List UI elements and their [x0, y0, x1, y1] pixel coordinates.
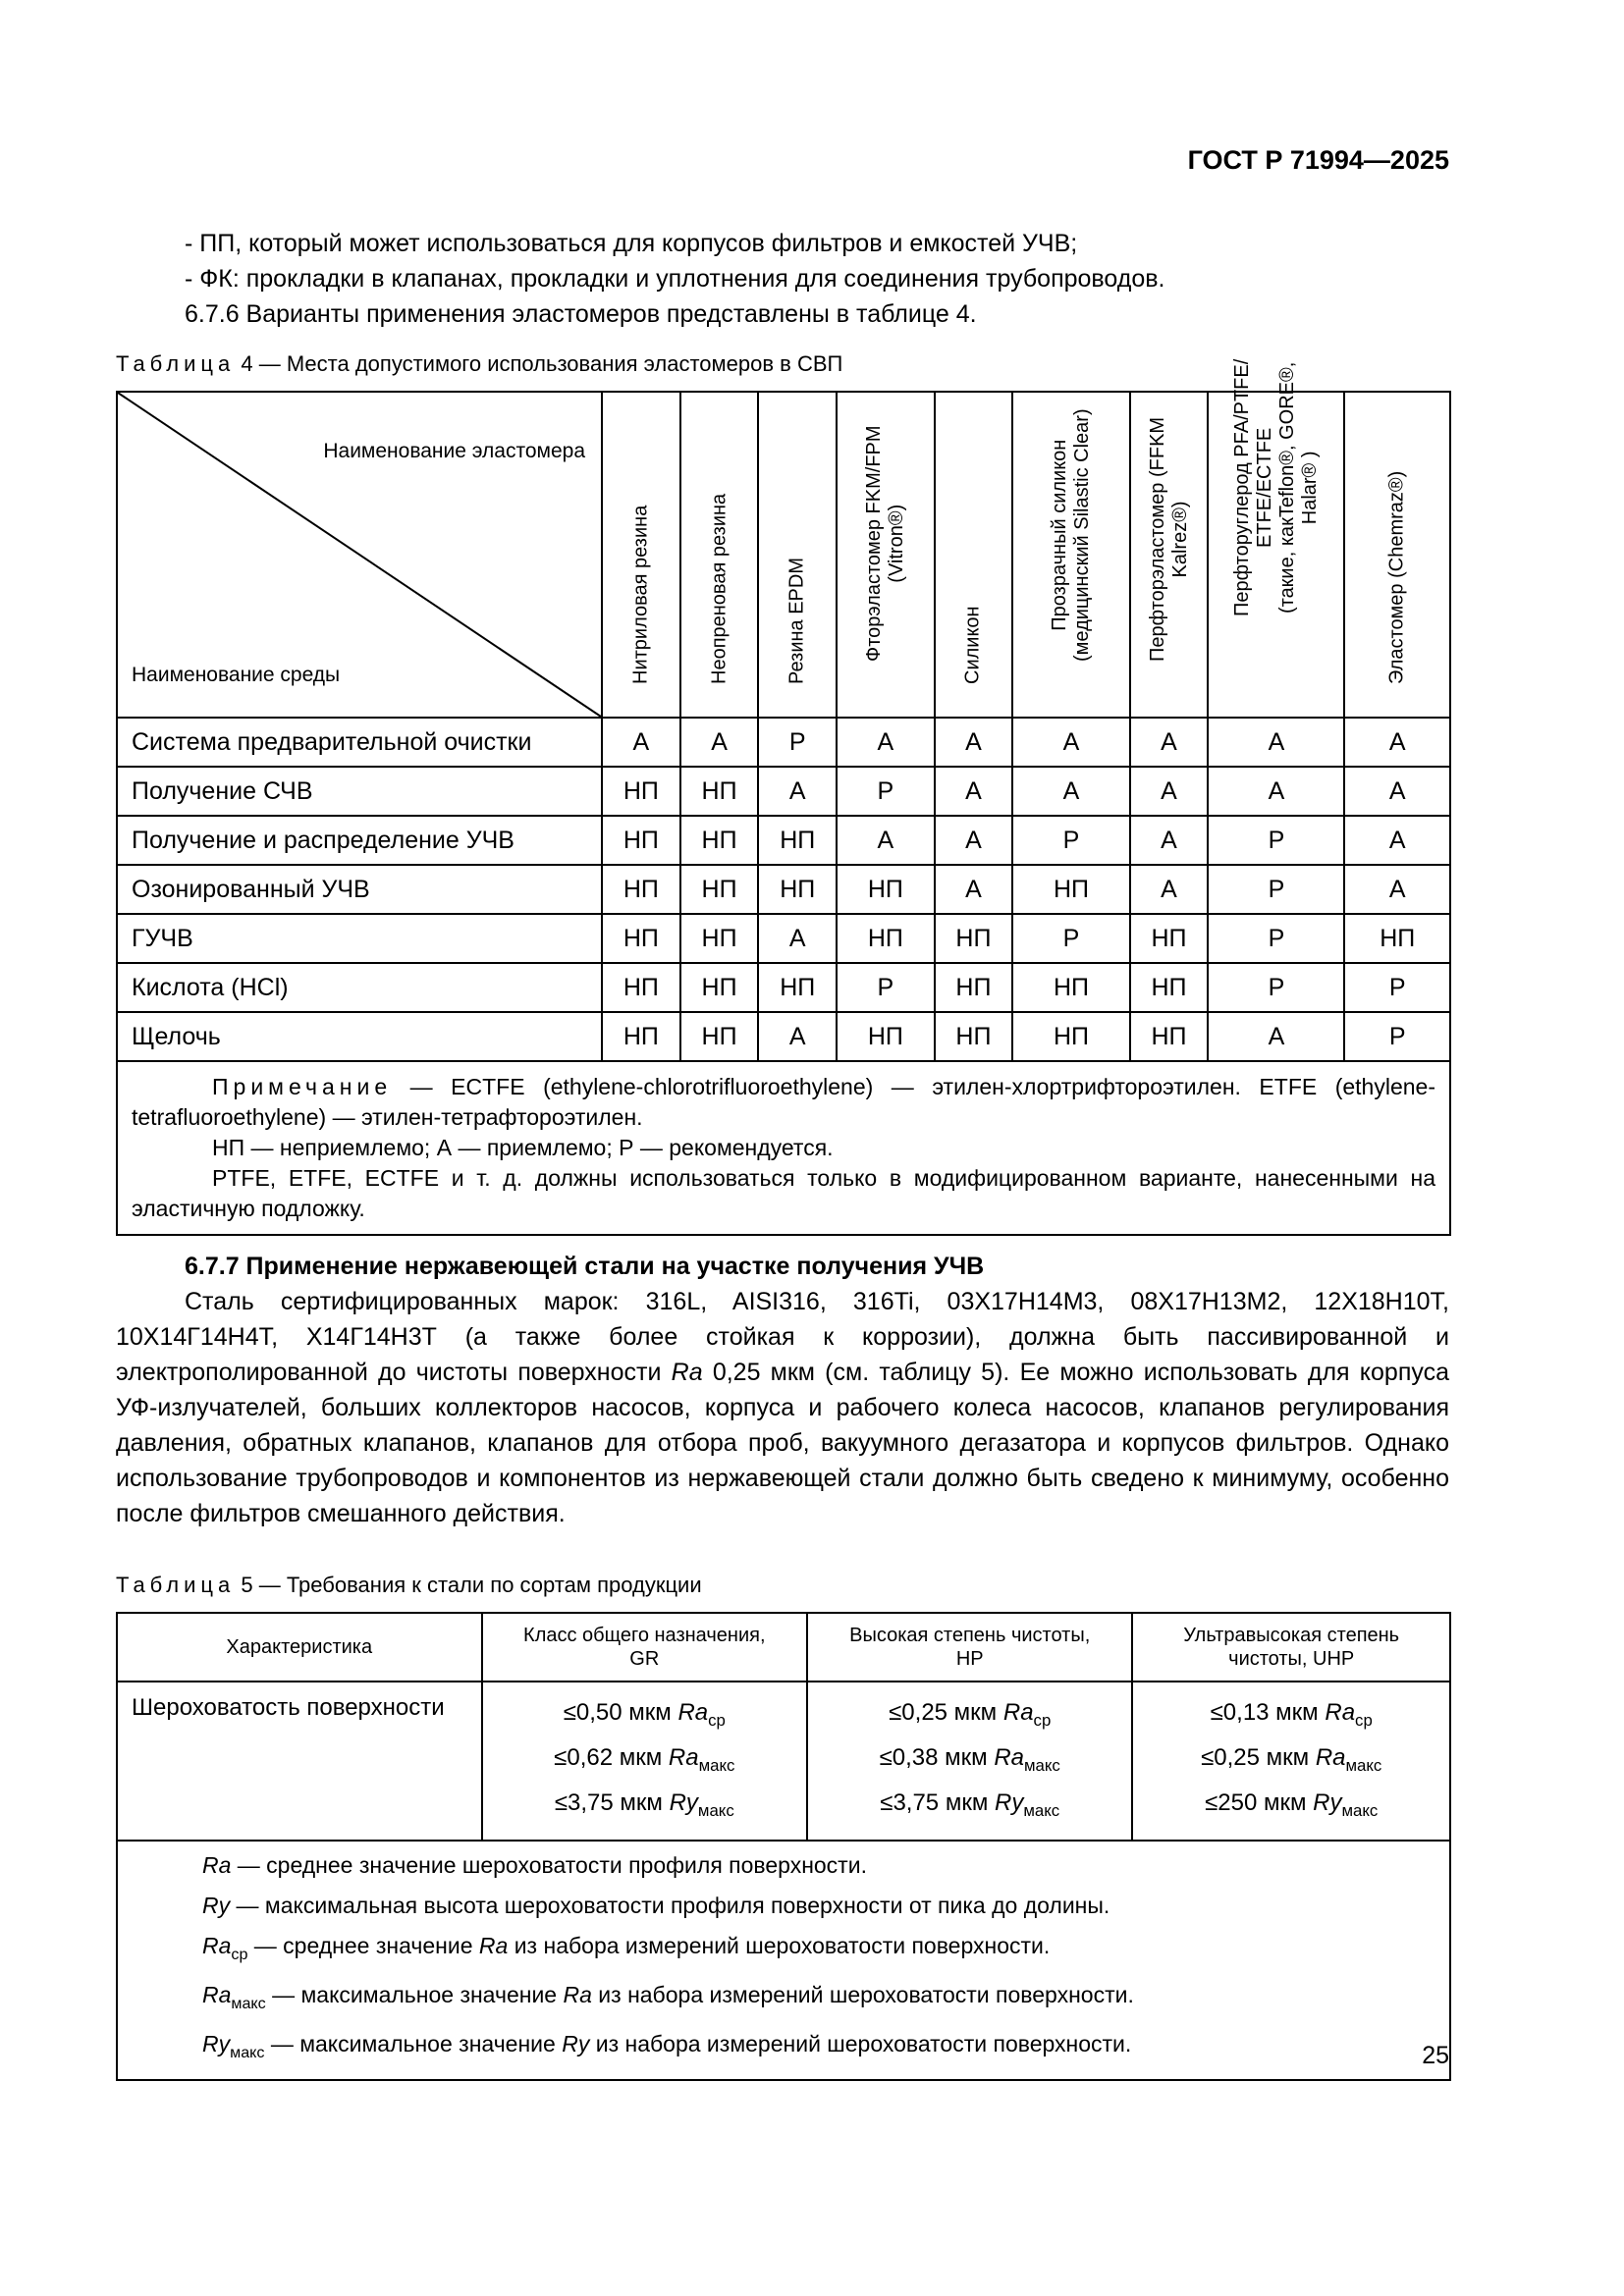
table-cell: НП	[758, 865, 837, 914]
table-cell: А	[602, 718, 680, 767]
table4-caption	[116, 351, 842, 377]
column-header: Характеристика	[117, 1613, 482, 1682]
table-cell: НП	[602, 963, 680, 1012]
table-row	[117, 1682, 1450, 1841]
legend-item: $Ry_{макс}$ — максимальное значение Ry из набора измерений шероховатости поверхности.	[202, 2031, 1132, 2061]
corner-cell	[117, 392, 602, 718]
table-row	[117, 718, 1450, 767]
table-cell: А	[935, 816, 1013, 865]
table-cell: А	[837, 816, 935, 865]
table-cell: НП	[602, 914, 680, 963]
list-item: - ПП, который может использоваться для корпусов фильтров и емкостей УЧВ;	[185, 230, 1078, 257]
table-cell: А	[1208, 718, 1344, 767]
corner-label-bottom: Наименование среды	[132, 664, 341, 686]
column-header: Прозрачный силикон (медицинский Silastic Clear)	[1012, 392, 1129, 718]
table-cell: Р	[1208, 816, 1344, 865]
table-row	[117, 963, 1450, 1012]
paragraph: 6.7.6 Варианты применения эластомеров представлены в таблице 4.	[185, 300, 977, 328]
table-cell: А	[1344, 865, 1450, 914]
column-header: Эластомер (Chemraz®)	[1344, 392, 1450, 718]
grade-uhp-values	[1132, 1682, 1450, 1841]
table-cell: А	[837, 718, 935, 767]
column-header: Класс общего назначения, GR	[482, 1613, 807, 1682]
table-cell: А	[935, 865, 1013, 914]
table-cell: А	[1130, 816, 1209, 865]
row-label: Система предварительной очистки	[117, 718, 602, 767]
paragraph: Сталь сертифицированных марок: 316L, AISI316, 316Ti, 03Х17Н14М3, 08Х17Н13М2, 12Х18Н10Т, 10Х14Г14Н4Т, Х14Г14Н3Т (а также более стойкая к коррозии), должна быть пассивированной и электрополированной до чистоты поверхности Ra 0,25 мкм (см. таблицу 5). Ее можно использовать для корпуса УФ-излучателей, больших коллекторов насосов, корпуса и рабочего колеса насосов, клапанов регулирования давления, обратных клапанов, клапанов для отбора проб, вакуумного дегазатора и корпусов фильтров. Однако использование трубопроводов и компонентов из нержавеющей стали должно быть сведено к минимуму, особенно после фильтров смешанного действия.	[116, 1288, 1449, 1527]
row-label: Щелочь	[117, 1012, 602, 1061]
table-cell: НП	[680, 914, 759, 963]
table-cell: Р	[1208, 865, 1344, 914]
table-cell: А	[1208, 767, 1344, 816]
column-header: Высокая степень чистоты, HP	[807, 1613, 1132, 1682]
table-cell: А	[1208, 1012, 1344, 1061]
table-cell: А	[1344, 718, 1450, 767]
table-cell: НП	[935, 963, 1013, 1012]
table-cell: Р	[837, 767, 935, 816]
table-cell: НП	[1130, 1012, 1209, 1061]
column-header: Нитриловая резина	[602, 392, 680, 718]
table-cell: Р	[1012, 914, 1129, 963]
table-cell: НП	[758, 816, 837, 865]
table-row	[117, 914, 1450, 963]
section-6-7-7	[116, 1249, 1449, 1531]
table-cell: А	[1344, 816, 1450, 865]
table-cell: Р	[1208, 914, 1344, 963]
table-cell: А	[1130, 865, 1209, 914]
table-cell: Р	[837, 963, 935, 1012]
legend-item: Ra — среднее значение шероховатости профиля поверхности.	[202, 1852, 867, 1878]
row-label: Кислота (HCl)	[117, 963, 602, 1012]
intro-text	[116, 226, 1449, 332]
table-cell: А	[1130, 767, 1209, 816]
table-cell: А	[758, 767, 837, 816]
table-cell: НП	[602, 865, 680, 914]
table-cell: А	[680, 718, 759, 767]
table-cell: НП	[602, 1012, 680, 1061]
caption-prefix: Таблица	[116, 351, 236, 376]
roughness-value: ≤3,75 мкм $Ry_{макс}$	[880, 1789, 1060, 1820]
table-note-row	[117, 1061, 1450, 1235]
table-cell: А	[1344, 767, 1450, 816]
caption-prefix: Таблица	[116, 1573, 236, 1597]
legend-item: Ry — максимальная высота шероховатости профиля поверхности от пика до долины.	[202, 1893, 1110, 1918]
note-text: PTFE, ETFE, ECTFE и т. д. должны использоваться только в модифицированном варианте, нанесенными на эластичную подложку.	[132, 1165, 1435, 1221]
table-cell: Р	[1344, 1012, 1450, 1061]
roughness-value: ≤0,25 мкм $Ra_{макс}$	[1201, 1744, 1382, 1775]
table-cell: НП	[680, 865, 759, 914]
column-header: Ультравысокая степень чистоты, UHP	[1132, 1613, 1450, 1682]
row-label: Озонированный УЧВ	[117, 865, 602, 914]
legend-item: $Ra_{ср}$ — среднее значение Ra из набора измерений шероховатости поверхности.	[202, 1933, 1051, 1963]
table-cell: А	[758, 914, 837, 963]
steel-requirements-table	[116, 1612, 1451, 2081]
table-cell: А	[935, 767, 1013, 816]
table-cell: Р	[1208, 963, 1344, 1012]
symbol-legend	[117, 1841, 1450, 2080]
caption-text: 4 — Места допустимого использования эластомеров в СВП	[241, 351, 843, 376]
roughness-value: ≤0,13 мкм $Ra_{ср}$	[1210, 1699, 1373, 1730]
table-cell: А	[1012, 767, 1129, 816]
table-cell: НП	[837, 914, 935, 963]
roughness-value: ≤0,62 мкм $Ra_{макс}$	[554, 1744, 735, 1775]
column-header: Перфторуглерод PFA/PTFE/ ETFE/ECTFE (такие, какTeflon®, GORE®, Halar® )	[1208, 392, 1344, 718]
table-cell: А	[1012, 718, 1129, 767]
corner-label-top: Наименование эластомера	[323, 440, 585, 462]
table-header-row	[117, 392, 1450, 718]
grade-gr-values	[482, 1682, 807, 1841]
table-cell: НП	[680, 1012, 759, 1061]
list-item: - ФК: прокладки в клапанах, прокладки и уплотнения для соединения трубопроводов.	[185, 265, 1165, 293]
table-cell: НП	[837, 865, 935, 914]
table-cell: Р	[1012, 816, 1129, 865]
roughness-value: ≤250 мкм $Ry_{макс}$	[1205, 1789, 1379, 1820]
table-row	[117, 1012, 1450, 1061]
column-header: Резина EPDM	[758, 392, 837, 718]
table-cell: Р	[758, 718, 837, 767]
table-cell: НП	[1012, 865, 1129, 914]
table-cell: Р	[1344, 963, 1450, 1012]
table-cell: НП	[602, 767, 680, 816]
table-row	[117, 816, 1450, 865]
column-header: Неопреновая резина	[680, 392, 759, 718]
caption-text: 5 — Требования к стали по сортам продукции	[241, 1573, 702, 1597]
legend-item: $Ra_{макс}$ — максимальное значение Ra из набора измерений шероховатости поверхности.	[202, 1982, 1134, 2012]
table-header-row	[117, 1613, 1450, 1682]
page-number: 25	[1422, 2042, 1449, 2069]
note-label: Примечание	[212, 1074, 393, 1099]
table-row	[117, 865, 1450, 914]
column-header: Фторэластомер FKM/FPM (Vitron®)	[837, 392, 935, 718]
table-cell: НП	[935, 914, 1013, 963]
roughness-value: ≤0,50 мкм $Ra_{ср}$	[563, 1699, 726, 1730]
table-cell: НП	[935, 1012, 1013, 1061]
table-legend-row	[117, 1841, 1450, 2080]
table-cell: А	[935, 718, 1013, 767]
table-body	[117, 718, 1450, 1061]
roughness-value: ≤3,75 мкм $Ry_{макс}$	[554, 1789, 734, 1820]
table-cell: НП	[680, 816, 759, 865]
row-label: Шероховатость поверхности	[117, 1682, 482, 1841]
table-cell: А	[758, 1012, 837, 1061]
column-header: Силикон	[935, 392, 1013, 718]
table-row	[117, 767, 1450, 816]
table-cell: НП	[602, 816, 680, 865]
row-label: ГУЧВ	[117, 914, 602, 963]
table-note	[117, 1061, 1450, 1235]
row-label: Получение СЧВ	[117, 767, 602, 816]
grade-hp-values	[807, 1682, 1132, 1841]
note-text: НП — неприемлемо; А — приемлемо; Р — рекомендуется.	[212, 1135, 834, 1160]
table-cell: НП	[680, 963, 759, 1012]
table-cell: НП	[1012, 963, 1129, 1012]
note-text: — ECTFE (ethylene-chlorotrifluoroethylene) — этилен-хлортрифтороэтилен. ETFE (ethylene-tetrafluoroethylene) — этилен-тетрафтороэтилен.	[132, 1074, 1435, 1130]
table-cell: НП	[1130, 963, 1209, 1012]
table-cell: НП	[837, 1012, 935, 1061]
table-cell: А	[1130, 718, 1209, 767]
section-heading: 6.7.7 Применение нержавеющей стали на участке получения УЧВ	[185, 1253, 985, 1280]
table5-caption	[116, 1573, 702, 1598]
table-cell: НП	[758, 963, 837, 1012]
document-code: ГОСТ Р 71994—2025	[1187, 145, 1449, 175]
column-header: Перфторэластомер (FFKM Kalrez®)	[1130, 392, 1209, 718]
table-cell: НП	[1130, 914, 1209, 963]
roughness-value: ≤0,25 мкм $Ra_{ср}$	[889, 1699, 1052, 1730]
row-label: Получение и распределение УЧВ	[117, 816, 602, 865]
table-cell: НП	[680, 767, 759, 816]
table-cell: НП	[1344, 914, 1450, 963]
table-cell: НП	[1012, 1012, 1129, 1061]
roughness-value: ≤0,38 мкм $Ra_{макс}$	[879, 1744, 1060, 1775]
